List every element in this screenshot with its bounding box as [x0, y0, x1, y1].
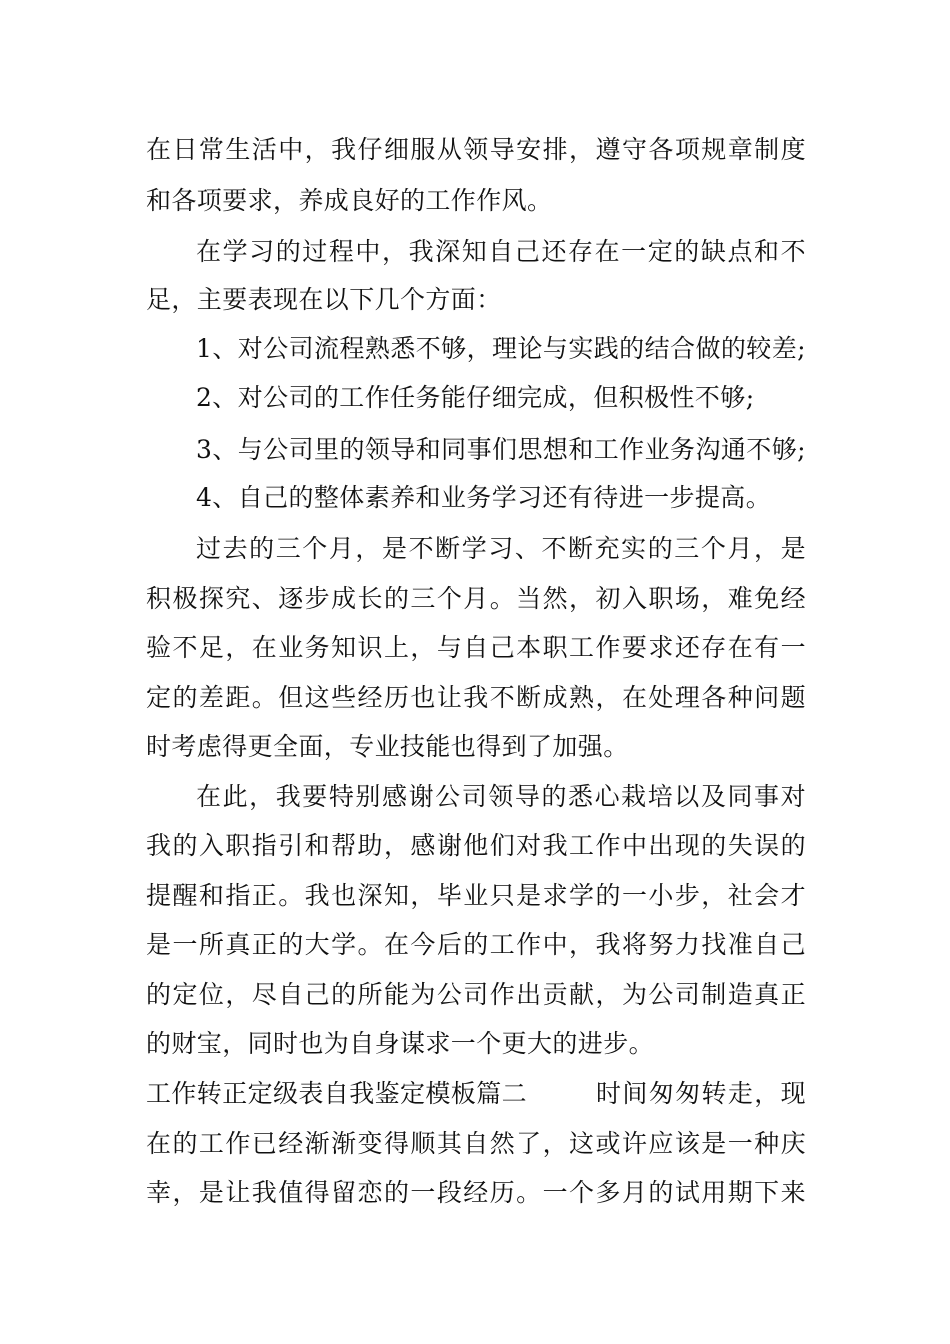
list-item-1: 1、对公司流程熟悉不够，理论与实践的结合做的较差; — [196, 334, 806, 363]
list-item-3: 3、与公司里的领导和同事们思想和工作业务沟通不够; — [196, 435, 806, 464]
paragraph-4-line-1: 在此，我要特别感谢公司领导的悉心栽培以及同事对 — [196, 782, 806, 811]
paragraph-2-line-2: 足，主要表现在以下几个方面： — [146, 285, 502, 314]
paragraph-4-line-3: 提醒和指正。我也深知，毕业只是求学的一小步，社会才 — [146, 881, 806, 910]
paragraph-4-line-4: 是一所真正的大学。在今后的工作中，我将努力找准自己 — [146, 930, 806, 959]
section-2-line-1-continuation: 时间匆匆转走，现 — [596, 1079, 806, 1108]
section-2-title: 工作转正定级表自我鉴定模板篇二 — [146, 1079, 528, 1108]
paragraph-3-line-3: 验不足，在业务知识上，与自己本职工作要求还存在有一 — [146, 633, 806, 662]
paragraph-1-line-1: 在日常生活中，我仔细服从领导安排，遵守各项规章制度 — [146, 135, 806, 164]
list-item-2: 2、对公司的工作任务能仔细完成，但积极性不够; — [196, 383, 755, 412]
list-item-4: 4、自己的整体素养和业务学习还有待进一步提高。 — [196, 483, 772, 512]
paragraph-3-line-1: 过去的三个月，是不断学习、不断充实的三个月，是 — [196, 534, 806, 563]
section-2-line-2: 在的工作已经渐渐变得顺其自然了，这或许应该是一种庆 — [146, 1129, 806, 1158]
paragraph-2-line-1: 在学习的过程中，我深知自己还存在一定的缺点和不 — [196, 237, 806, 266]
paragraph-3-line-5: 时考虑得更全面，专业技能也得到了加强。 — [146, 732, 629, 761]
paragraph-4-line-2: 我的入职指引和帮助，感谢他们对我工作中出现的失误的 — [146, 831, 806, 860]
section-2-line-3: 幸，是让我值得留恋的一段经历。一个多月的试用期下来 — [146, 1178, 806, 1207]
section-2-first-line — [146, 1074, 806, 1114]
paragraph-3-line-4: 定的差距。但这些经历也让我不断成熟，在处理各种问题 — [146, 683, 806, 712]
paragraph-4-line-5: 的定位，尽自己的所能为公司作出贡献，为公司制造真正 — [146, 980, 806, 1009]
paragraph-4-line-6: 的财宝，同时也为自身谋求一个更大的进步。 — [146, 1029, 655, 1058]
paragraph-1-line-2: 和各项要求，养成良好的工作作风。 — [146, 186, 553, 215]
paragraph-3-line-2: 积极探究、逐步成长的三个月。当然，初入职场，难免经 — [146, 584, 806, 613]
